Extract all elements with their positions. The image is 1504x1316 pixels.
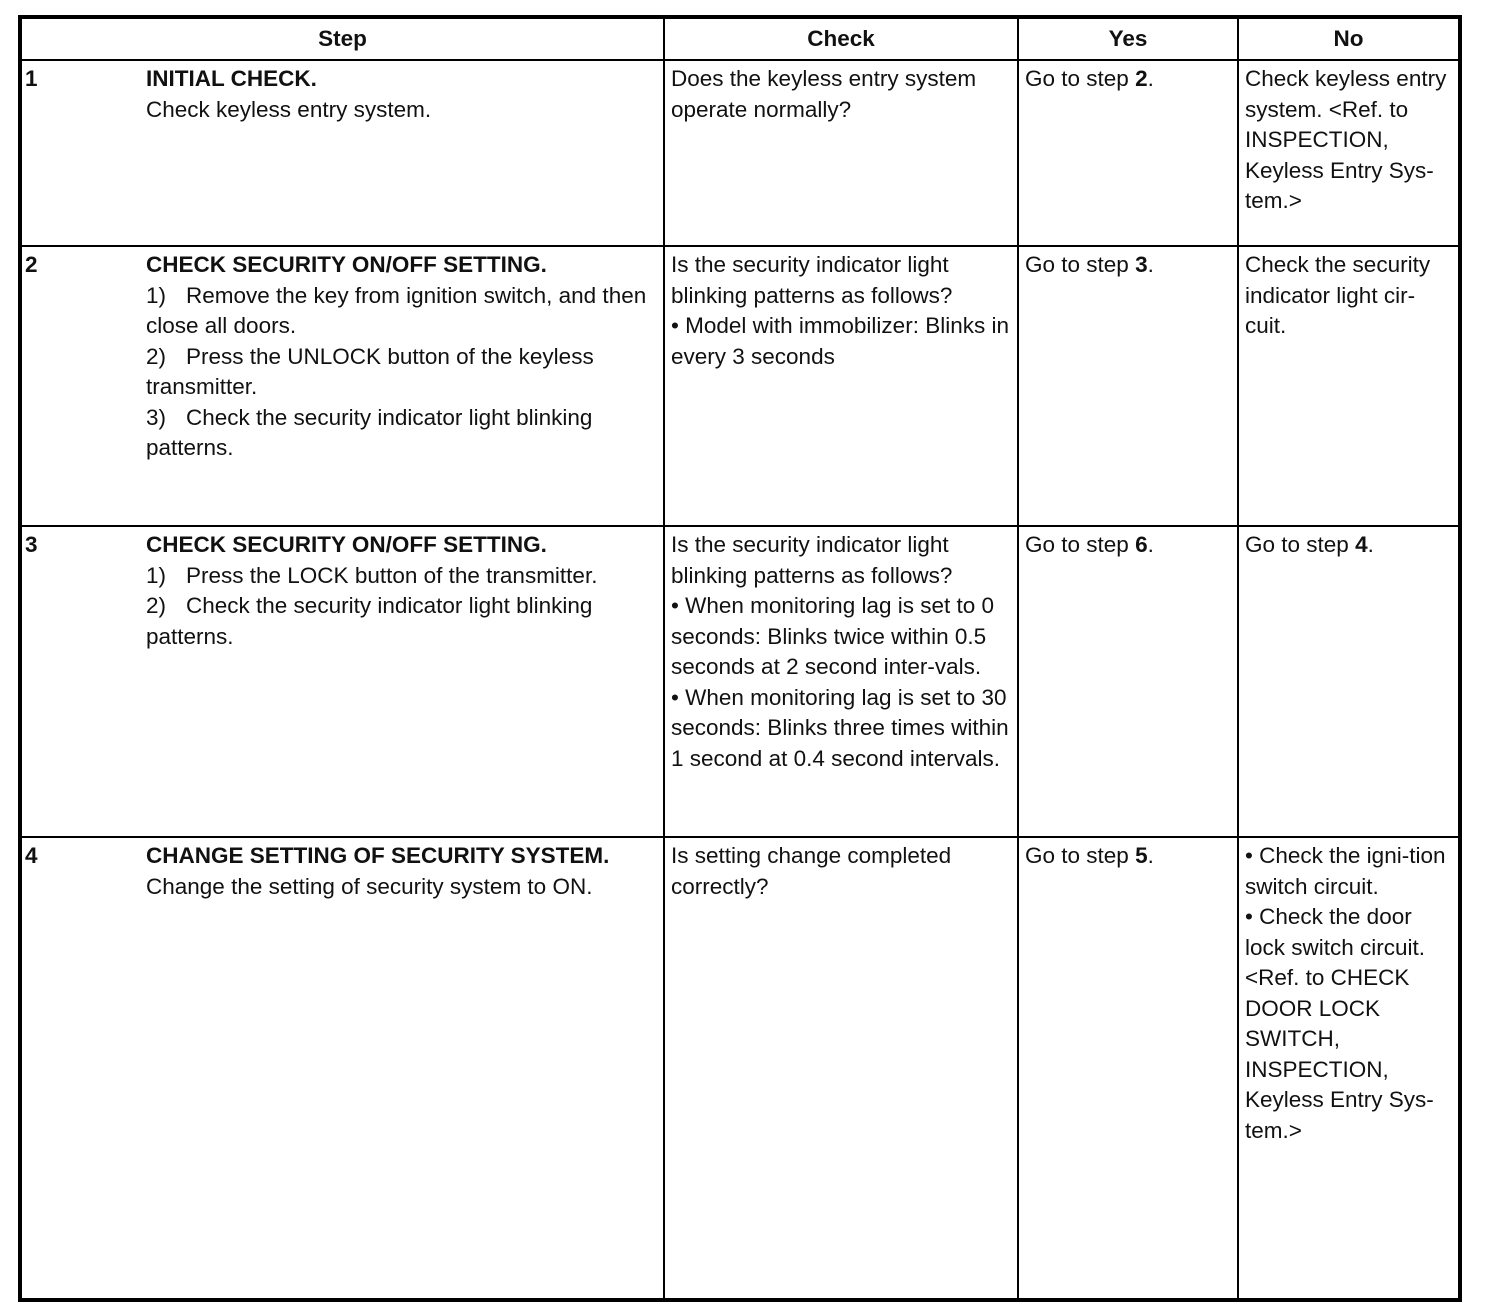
- step-cell: [20, 246, 664, 526]
- no-prefix: Go to step: [1245, 532, 1356, 557]
- substep-3: [146, 403, 657, 464]
- no-cell: [1238, 837, 1460, 1300]
- check-bullet: • Model with immobilizer: Blinks in every 3 seconds: [671, 313, 1009, 369]
- step-number: 1: [25, 66, 38, 91]
- yes-prefix: Go to step: [1025, 252, 1136, 277]
- step-number: 4: [25, 843, 38, 868]
- no-cell: [1238, 526, 1460, 837]
- step-detail: Change the setting of security system to ON.: [146, 873, 593, 899]
- substep-number: 1): [146, 562, 167, 588]
- substep-2: [146, 342, 657, 403]
- substep-text: Press the UNLOCK button of the keyless transmitter.: [146, 343, 594, 399]
- yes-prefix: Go to step: [1025, 66, 1136, 91]
- step-title: CHECK SECURITY ON/OFF SETTING.: [146, 532, 547, 557]
- header-row: [20, 17, 1460, 60]
- no-step-ref: 4: [1355, 532, 1368, 557]
- substep-text: Check the security indicator light blinking patterns.: [146, 593, 593, 649]
- diagnostic-table: [18, 15, 1462, 1302]
- yes-prefix: Go to step: [1025, 843, 1136, 868]
- no-suffix: .: [1367, 532, 1374, 557]
- substep-number: 1): [146, 282, 167, 308]
- check-cell: [664, 246, 1018, 526]
- step-number: 3: [25, 532, 38, 557]
- substep-text: Check the security indicator light blinking patterns.: [146, 404, 593, 460]
- check-text: Is setting change completed correctly?: [671, 843, 952, 899]
- check-intro: Is the security indicator light blinking patterns as follows?: [671, 252, 953, 308]
- substep-1: [146, 281, 657, 342]
- substep-text: Press the LOCK button of the transmitter.: [186, 562, 598, 588]
- substep-number: 2): [146, 343, 167, 369]
- check-bullet: • When monitoring lag is set to 30 seconds: Blinks three times within 1 second at 0.4 second intervals.: [671, 684, 1009, 771]
- yes-cell: [1018, 60, 1238, 246]
- step-title: CHANGE SETTING OF SECURITY SYSTEM.: [146, 843, 610, 868]
- yes-step-ref: 5: [1135, 843, 1148, 868]
- header-yes: Yes: [1018, 17, 1238, 60]
- step-title: INITIAL CHECK.: [146, 66, 317, 91]
- no-bullet: • Check the igni-tion switch circuit.: [1245, 843, 1446, 899]
- check-cell: [664, 60, 1018, 246]
- substep-1: [146, 561, 657, 592]
- substep-number: 2): [146, 593, 167, 618]
- yes-suffix: .: [1147, 532, 1154, 557]
- header-no: No: [1238, 17, 1460, 60]
- check-cell: [664, 837, 1018, 1300]
- step-title: CHECK SECURITY ON/OFF SETTING.: [146, 252, 547, 277]
- table-row-step-1: [20, 60, 1460, 246]
- check-intro: Is the security indicator light blinking patterns as follows?: [671, 532, 953, 588]
- yes-step-ref: 6: [1135, 532, 1148, 557]
- yes-cell: [1018, 246, 1238, 526]
- yes-step-ref: 3: [1135, 252, 1148, 277]
- step-number: 2: [25, 252, 38, 277]
- check-bullet: • When monitoring lag is set to 0 seconds: Blinks twice within 0.5 seconds at 2 second inter-vals.: [671, 593, 995, 679]
- yes-cell: [1018, 526, 1238, 837]
- yes-step-ref: 2: [1135, 66, 1148, 91]
- yes-suffix: .: [1147, 252, 1154, 277]
- no-cell: [1238, 60, 1460, 246]
- step-cell: [20, 60, 664, 246]
- header-step: Step: [20, 17, 664, 60]
- no-cell: [1238, 246, 1460, 526]
- table-row-step-4: [20, 837, 1460, 1300]
- header-check: Check: [664, 17, 1018, 60]
- yes-suffix: .: [1147, 843, 1154, 868]
- no-text: Check keyless entry system. <Ref. to INSPECTION, Keyless Entry Sys-tem.>: [1245, 66, 1447, 213]
- step-cell: [20, 526, 664, 837]
- no-text: Check the security indicator light cir-cuit.: [1245, 252, 1431, 338]
- step-detail: Check keyless entry system.: [146, 96, 432, 122]
- step-cell: [20, 837, 664, 1300]
- substep-text: Remove the key from ignition switch, and then close all doors.: [146, 282, 647, 338]
- check-cell: [664, 526, 1018, 837]
- yes-cell: [1018, 837, 1238, 1300]
- table-row-step-2: [20, 246, 1460, 526]
- substep-2: [146, 591, 657, 652]
- no-bullet: • Check the door lock switch circuit. <Ref. to CHECK DOOR LOCK SWITCH, INSPECTION, Keyless Entry Sys-tem.>: [1245, 904, 1434, 1143]
- yes-prefix: Go to step: [1025, 532, 1136, 557]
- table-row-step-3: [20, 526, 1460, 837]
- yes-suffix: .: [1147, 66, 1154, 91]
- substep-number: 3): [146, 404, 167, 430]
- check-text: Does the keyless entry system operate normally?: [671, 66, 977, 122]
